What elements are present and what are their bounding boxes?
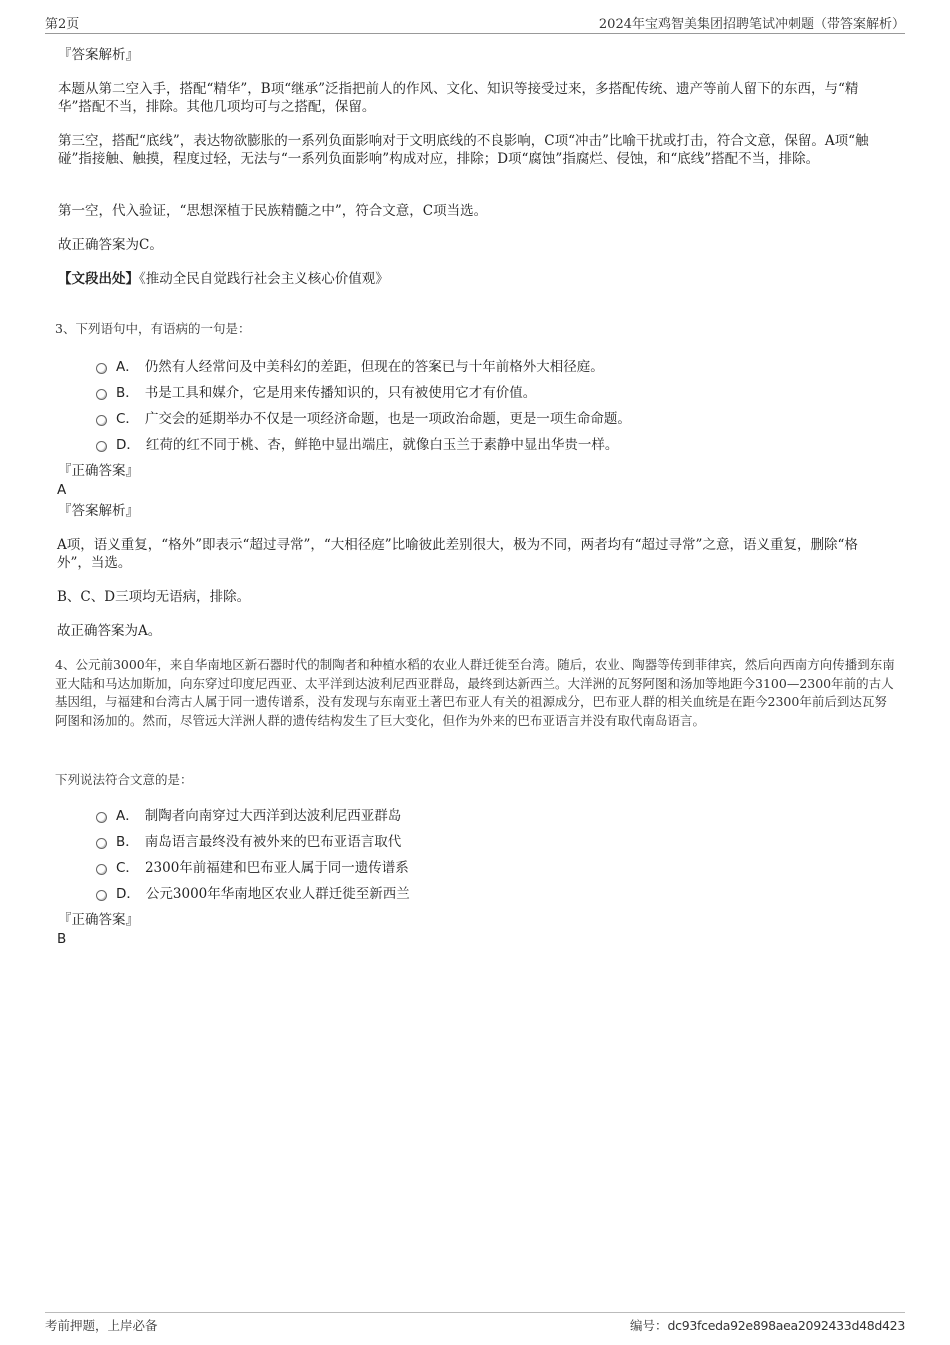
- correct-answer-heading: 『正确答案』: [58, 463, 139, 479]
- analysis-heading: 『答案解析』: [58, 503, 139, 519]
- document-code: 编号：dc93fceda92e898aea2092433d48d423: [630, 1318, 905, 1333]
- correct-answer-heading: 『正确答案』: [58, 912, 139, 928]
- page-header: [45, 13, 905, 34]
- analysis-paragraph: 第三空，搭配“底线”，表达物欲膨胀的一系列负面影响对于文明底线的不良影响，C项“冲击”比喻干扰或打击，符合文意，保留。A项“触碰”指接触、触摸，程度过轻，无法与“一系列负面影响”构成对应，排除；D项“腐蚀”指腐烂、侵蚀，和“底线”搭配不当，排除。: [58, 133, 869, 167]
- radio-button[interactable]: [96, 812, 107, 823]
- radio-button[interactable]: [96, 890, 107, 901]
- analysis-paragraph: 本题从第二空入手，搭配“精华”，B项“继承”泛指把前人的作风、文化、知识等接受过来，多搭配传统、遗产等前人留下的东西，与“精华”搭配不当，排除。其他几项均可与之搭配，保留。: [58, 81, 859, 115]
- option-text: 2300年前福建和巴布亚人属于同一遗传谱系: [144, 860, 409, 876]
- radio-button[interactable]: [96, 363, 107, 374]
- q3-option-a[interactable]: A． 仍然有人经常问及中美科幻的差距，但现在的答案已与十年前格外大相径庭。: [96, 357, 604, 377]
- q4-option-c[interactable]: C． 2300年前福建和巴布亚人属于同一遗传谱系: [96, 858, 409, 878]
- page-footer: [45, 1312, 905, 1335]
- q4-option-d[interactable]: D． 公元3000年华南地区农业人群迁徙至新西兰: [96, 884, 410, 904]
- option-text: 制陶者向南穿过大西洋到达波利尼西亚群岛: [144, 808, 402, 824]
- q4-option-b[interactable]: B． 南岛语言最终没有被外来的巴布亚语言取代: [96, 832, 401, 852]
- question-4-stem: 下列说法符合文意的是：: [55, 772, 193, 787]
- option-text: 书是工具和媒介，它是用来传播知识的，只有被使用它才有价值。: [144, 385, 537, 401]
- option-text: 仍然有人经常问及中美科幻的差距，但现在的答案已与十年前格外大相径庭。: [144, 359, 604, 375]
- analysis-heading: 『答案解析』: [58, 47, 139, 63]
- analysis-paragraph: B、C、D三项均无语病，排除。: [57, 589, 251, 605]
- correct-answer-value: B: [57, 931, 67, 947]
- source-citation: [58, 271, 888, 289]
- analysis-paragraph: 故正确答案为A。: [57, 623, 162, 639]
- analysis-paragraph: 第一空，代入验证，“思想深植于民族精髓之中”，符合文意，C项当选。: [58, 203, 488, 219]
- radio-button[interactable]: [96, 415, 107, 426]
- source-label: 【文段出处】: [58, 271, 139, 287]
- question-4-passage: 4、公元前3000年，来自华南地区新石器时代的制陶者和种植水稻的农业人群迁徙至台湾。随后，农业、陶器等传到菲律宾，然后向西南方向传播到东南亚大陆和马达加斯加，向东穿过印度尼西亚、太平洋到达波利尼西亚群岛，最终到达新西兰。大洋洲的瓦努阿图和汤加等地距今3100—2300年前的古人基因组，与福建和台湾古人属于同一遗传谱系，没有发现与东南亚土著巴布亚人有关的祖源成分，巴布亚人群的相关血统是在距今2300年前后到达瓦努阿图和汤加的。然而，尽管远大洋洲人群的遗传结构发生了巨大变化，但作为外来的巴布亚语言并没有取代南岛语言。: [55, 657, 895, 728]
- footer-slogan: 考前押题，上岸必备: [45, 1318, 158, 1333]
- question-3-stem: 3、下列语句中，有语病的一句是：: [55, 321, 251, 336]
- radio-button[interactable]: [96, 838, 107, 849]
- correct-answer-value: A: [57, 482, 67, 498]
- q3-option-b[interactable]: B． 书是工具和媒介，它是用来传播知识的，只有被使用它才有价值。: [96, 383, 536, 403]
- q4-option-a[interactable]: A． 制陶者向南穿过大西洋到达波利尼西亚群岛: [96, 806, 401, 826]
- option-text: 南岛语言最终没有被外来的巴布亚语言取代: [144, 834, 402, 850]
- document-title: 2024年宝鸡智美集团招聘笔试冲刺题（带答案解析）: [598, 17, 905, 32]
- q3-option-c[interactable]: C． 广交会的延期举办不仅是一项经济命题，也是一项政治命题，更是一项生命命题。: [96, 409, 631, 429]
- q3-option-d[interactable]: D． 红荷的红不同于桃、杏，鲜艳中显出端庄，就像白玉兰于素静中显出华贵一样。: [96, 435, 618, 455]
- radio-button[interactable]: [96, 864, 107, 875]
- page-number: 第2页: [45, 17, 80, 32]
- option-text: 公元3000年华南地区农业人群迁徙至新西兰: [145, 886, 410, 902]
- option-text: 广交会的延期举办不仅是一项经济命题，也是一项政治命题，更是一项生命命题。: [144, 411, 631, 427]
- radio-button[interactable]: [96, 389, 107, 400]
- analysis-paragraph: A项，语义重复，“格外”即表示“超过寻常”，“大相径庭”比喻彼此差别很大，极为不同，两者均有“超过寻常”之意，语义重复，删除“格外”，当选。: [57, 537, 858, 571]
- source-title: 《推动全民自觉践行社会主义核心价值观》: [139, 271, 389, 287]
- radio-button[interactable]: [96, 441, 107, 452]
- option-text: 红荷的红不同于桃、杏，鲜艳中显出端庄，就像白玉兰于素静中显出华贵一样。: [145, 437, 619, 453]
- analysis-paragraph: 故正确答案为C。: [58, 237, 163, 253]
